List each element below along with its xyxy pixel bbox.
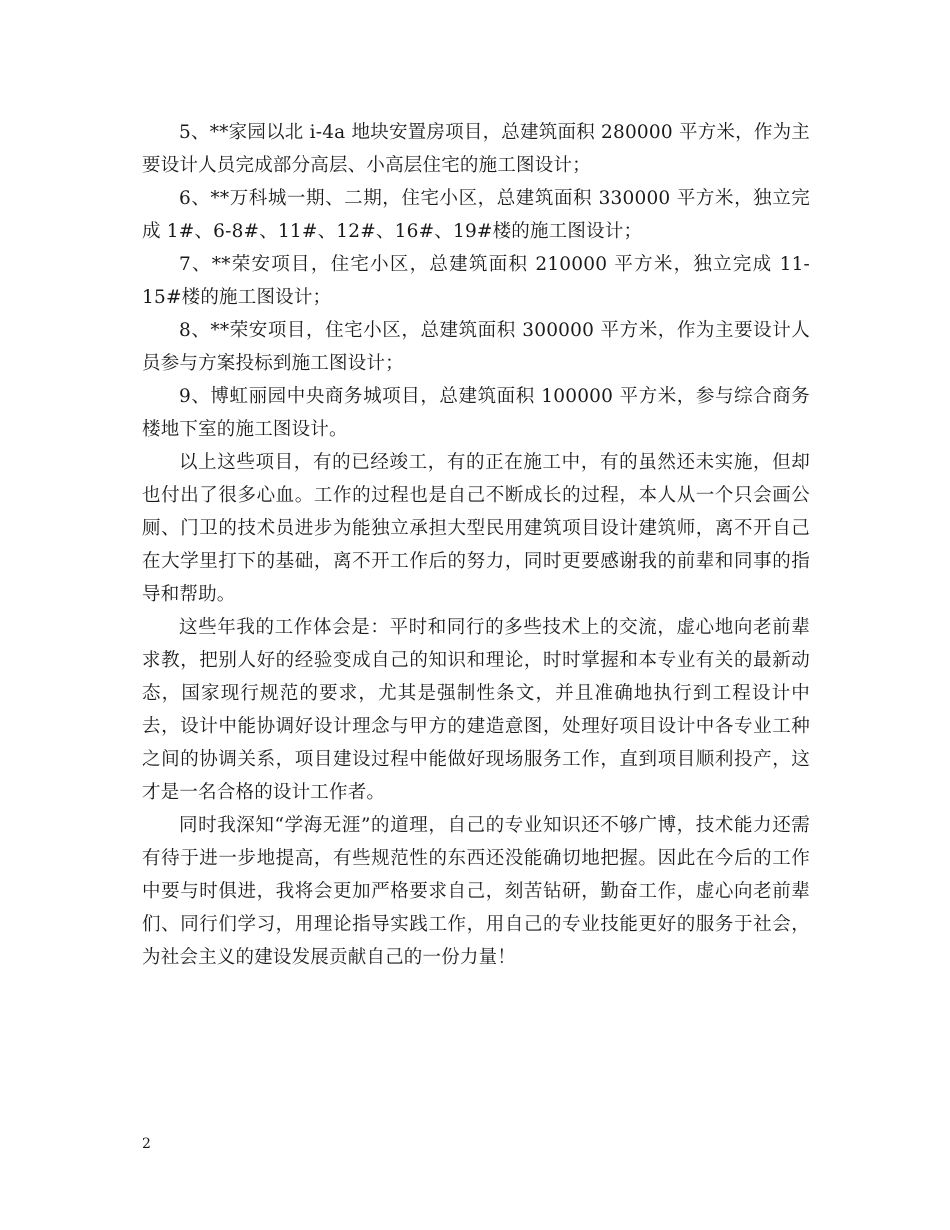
paragraph-summary: 以上这些项目，有的已经竣工，有的正在施工中，有的虽然还未实施，但却也付出了很多心血。工作的过程也是自己不断成长的过程，本人从一个只会画公厕、门卫的技术员进步为能独立承担大型民用建筑项目设计建筑师，离不开自己在大学里打下的基础，离不开工作后的努力，同时更要感谢我的前辈和同事的指导和帮助。 [142, 452, 810, 605]
paragraph-project-7: 7、**荣安项目，住宅小区，总建筑面积 210000 平方米，独立完成 11-15#楼的施工图设计； [142, 254, 810, 308]
document-body [142, 116, 810, 974]
paragraph-project-6: 6、**万科城一期、二期，住宅小区，总建筑面积 330000 平方米，独立完成 1#、6-8#、11#、12#、16#、19#楼的施工图设计； [142, 188, 810, 242]
paragraph-outlook: 同时我深知“学海无涯”的道理，自己的专业知识还不够广博，技术能力还需有待于进一步地提高，有些规范性的东西还没能确切地把握。因此在今后的工作中要与时俱进，我将会更加严格要求自己，刻苦钻研，勤奋工作，虚心向老前辈们、同行们学习，用理论指导实践工作，用自己的专业技能更好的服务于社会，为社会主义的建设发展贡献自己的一份力量！ [142, 815, 810, 968]
paragraph-experience: 这些年我的工作体会是：平时和同行的多些技术上的交流，虚心地向老前辈求教，把别人好的经验变成自己的知识和理论，时时掌握和本专业有关的最新动态，国家现行规范的要求，尤其是强制性条文，并且准确地执行到工程设计中去，设计中能协调好设计理念与甲方的建造意图，处理好项目设计中各专业工种之间的协调关系，项目建设过程中能做好现场服务工作，直到项目顺利投产，这才是一名合格的设计工作者。 [142, 617, 810, 803]
paragraph-project-8: 8、**荣安项目，住宅小区，总建筑面积 300000 平方米，作为主要设计人员参与方案投标到施工图设计； [142, 320, 810, 374]
paragraph-project-5: 5、**家园以北 i-4a 地块安置房项目，总建筑面积 280000 平方米，作为主要设计人员完成部分高层、小高层住宅的施工图设计； [142, 122, 810, 176]
paragraph-project-9: 9、博虹丽园中央商务城项目，总建筑面积 100000 平方米，参与综合商务楼地下室的施工图设计。 [142, 386, 810, 440]
page-number: 2 [142, 1136, 151, 1152]
